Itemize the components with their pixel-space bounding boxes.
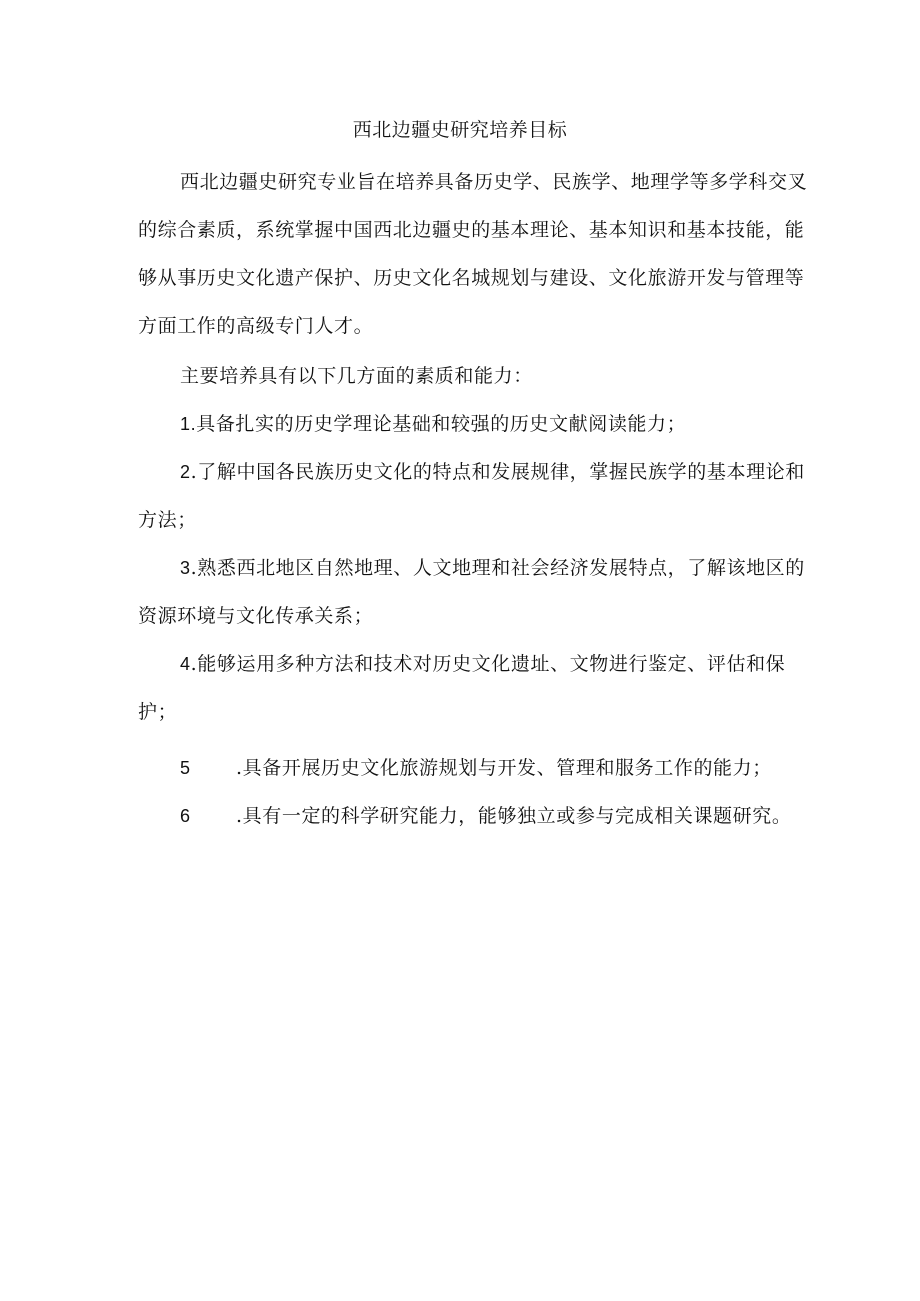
- list-item-text: .具有一定的科学研究能力，能够独立或参与完成相关课题研究。: [236, 805, 792, 827]
- list-item: [138, 544, 818, 640]
- list-item: [138, 448, 818, 544]
- list-item-number: 5: [180, 758, 191, 778]
- intro-paragraph: 西北边疆史研究专业旨在培养具备历史学、民族学、地理学等多学科交叉的综合素质，系统掌握中国西北边疆史的基本理论、基本知识和基本技能，能够从事历史文化遗产保护、历史文化名城规划与建设、文化旅游开发与管理等方面工作的高级专门人才。: [138, 171, 808, 337]
- list-item-number: 3: [180, 558, 191, 578]
- list-item: [138, 792, 818, 840]
- list-item-number: 2: [180, 462, 191, 482]
- list-item-number: 1.: [180, 414, 197, 434]
- list-item: [138, 400, 818, 448]
- list-item-text: .具备开展历史文化旅游规划与开发、管理和服务工作的能力；: [236, 757, 772, 779]
- list-item-number: 6: [180, 806, 191, 826]
- list-item-text: .了解中国各民族历史文化的特点和发展规律，掌握民族学的基本理论和方法；: [138, 461, 805, 531]
- list-item-text: 具备扎实的历史学理论基础和较强的历史文献阅读能力；: [196, 413, 687, 435]
- list-item-number: 4: [180, 654, 191, 674]
- list-item: [138, 744, 818, 792]
- list-item-text: .熟悉西北地区自然地理、人文地理和社会经济发展特点，了解该地区的资源环境与文化传承关系；: [138, 557, 805, 627]
- list-item-text: .能够运用多种方法和技术对历史文化遗址、文物进行鉴定、评估和保护；: [138, 653, 786, 723]
- lead-paragraph: 主要培养具有以下几方面的素质和能力：: [180, 365, 533, 387]
- list-item: [138, 640, 818, 736]
- document-title: 西北边疆史研究培养目标: [352, 119, 568, 141]
